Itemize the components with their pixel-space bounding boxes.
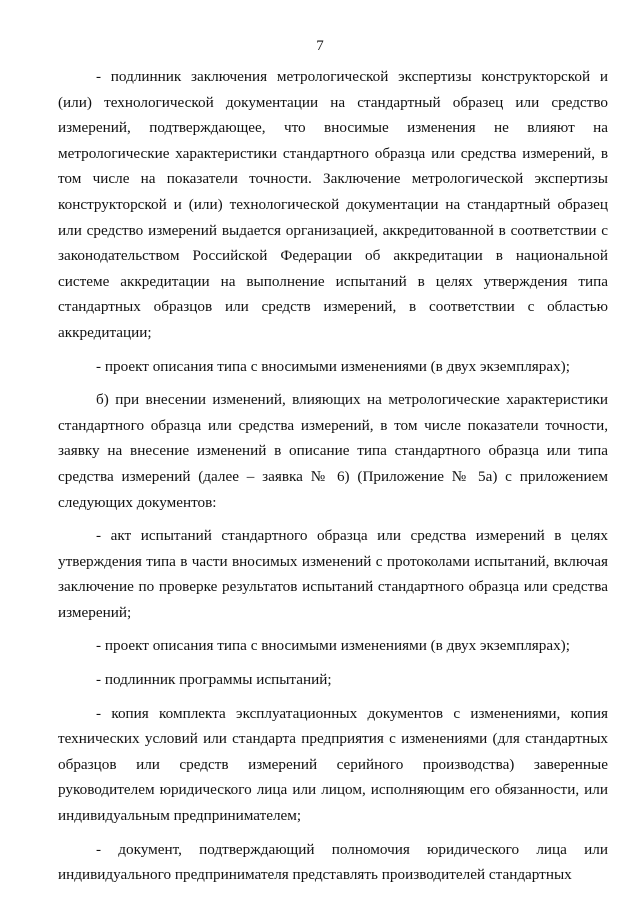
paragraph-test-report: - акт испытаний стандартного образца или средства измерений в целях утверждения типа в части вносимых изменений с протоколами испытаний, включая заключение по проверке результатов испытаний стандартного образца или средства измерений; — [58, 527, 608, 621]
paragraph-item-b-application: б) при внесении изменений, влияющих на метрологические характеристики стандартного образца или средства измерений, в том числе показатели точности, заявку на внесение изменений в описание типа стандартного образца или типа средства измерений (далее – заявка № 6) (Приложение № 5а) с приложением следующих документов: — [58, 391, 608, 511]
document-body — [58, 64, 608, 888]
paragraph-expertise-conclusion: - подлинник заключения метрологической экспертизы конструкторской и (или) технологической документации на стандартный образец или средство измерений, подтверждающее, что вносимые изменения не влияют на метрологические характеристики стандартного образца или средства измерений, в том числе на показатели точности. Заключение метрологической экспертизы конструкторской и (или) технологической документации на стандартный образец или средство измерений выдается организацией, аккредитованной в соответствии с законодательством Российской Федерации об аккредитации в национальной системе аккредитации на выполнение испытаний в целях утверждения типа стандартных образцов или средств измерений, в соответствии с областью аккредитации; — [58, 68, 608, 341]
paragraph-type-description-draft-2: - проект описания типа с вносимыми изменениями (в двух экземплярах); — [96, 637, 570, 655]
page-number: 7 — [316, 38, 324, 54]
paragraph-type-description-draft: - проект описания типа с вносимыми изменениями (в двух экземплярах); — [96, 357, 570, 375]
paragraph-authority-document: - документ, подтверждающий полномочия юридического лица или индивидуального предпринимателя представлять производителей стандартных — [58, 840, 608, 884]
paragraph-test-program: - подлинник программы испытаний; — [96, 671, 332, 689]
paragraph-operational-documents: - копия комплекта эксплуатационных документов с изменениями, копия технических условий или стандарта предприятия с изменениями (для стандартных образцов или средств измерений серийного производства) заверенные руководителем юридического лица или лицом, исполняющим его обязанности, или индивидуальным предпринимателем; — [58, 704, 608, 825]
